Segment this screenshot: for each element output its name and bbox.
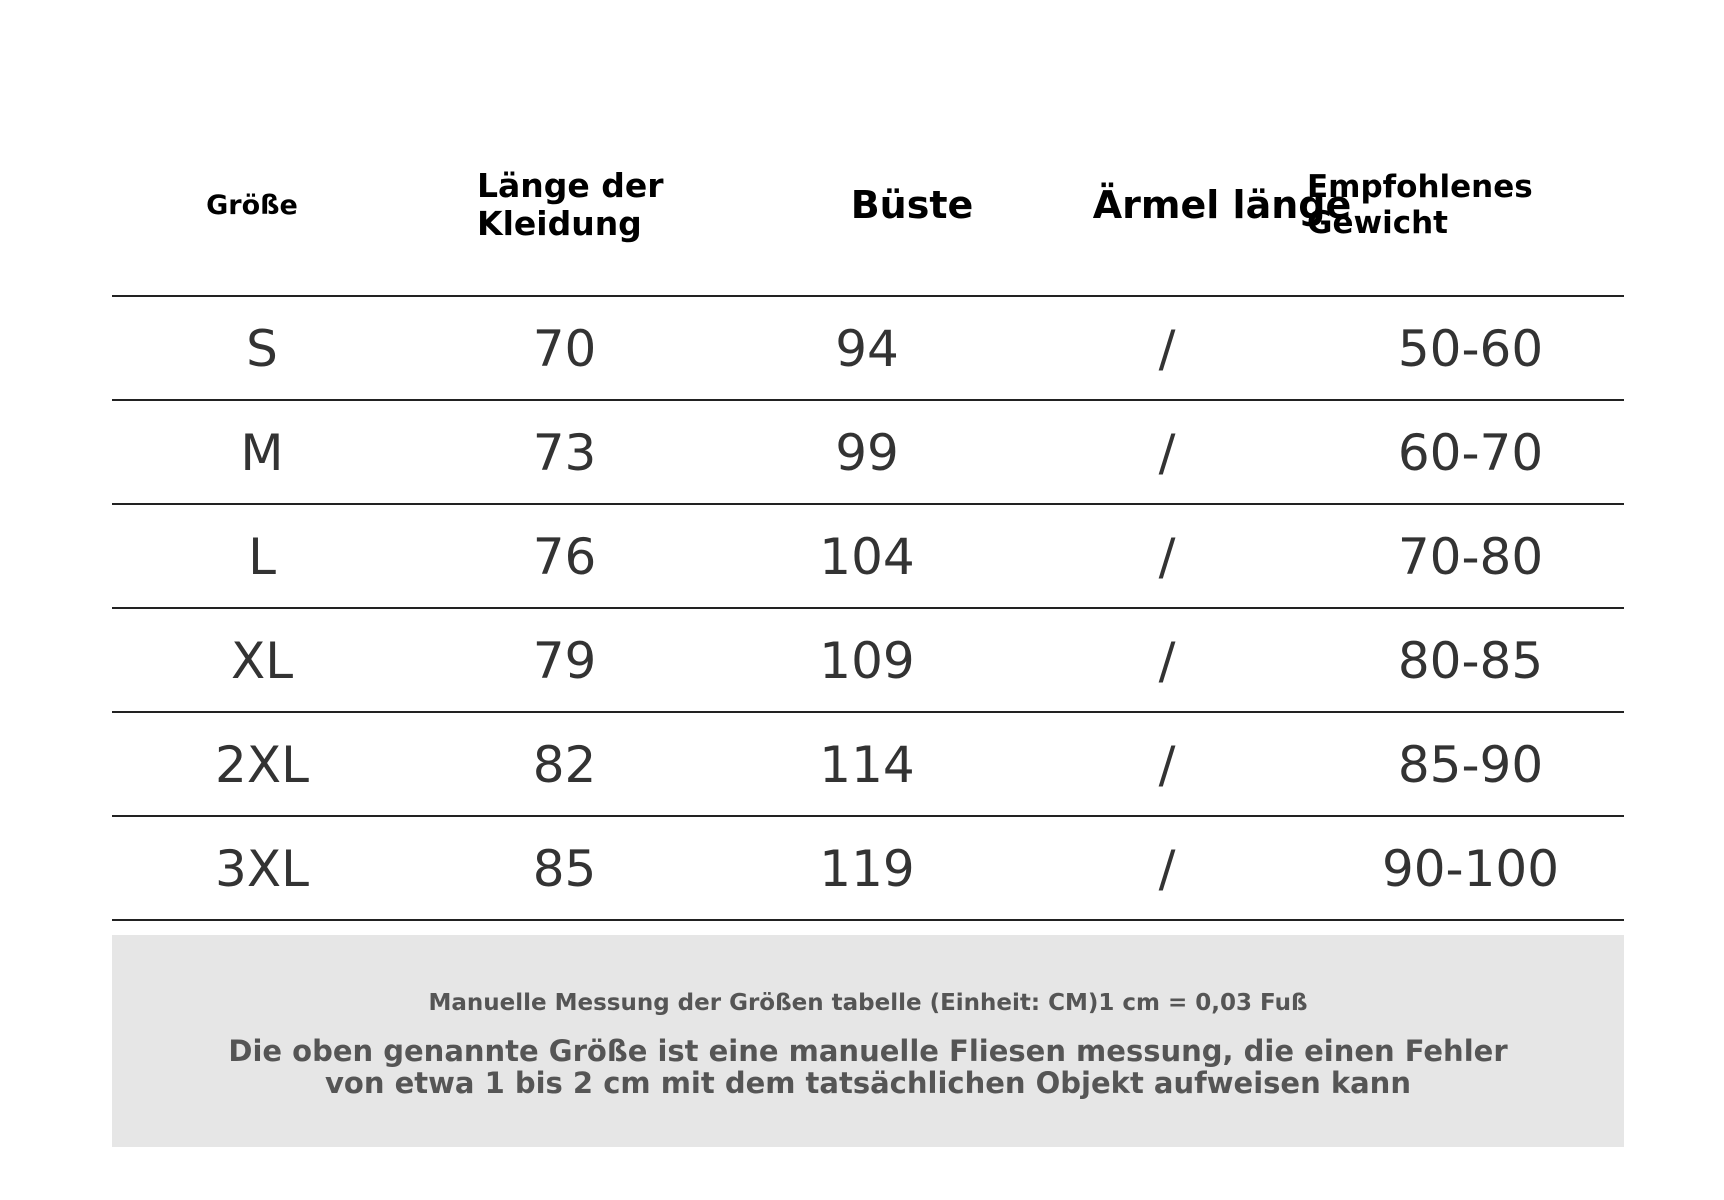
cell-weight: 80-85 (1397, 632, 1544, 690)
table-row (112, 503, 1624, 607)
header-bust: Büste (850, 183, 974, 227)
cell-sleeve: / (1158, 840, 1176, 898)
cell-bust: 104 (819, 528, 915, 586)
cell-size: L (248, 528, 276, 586)
cell-weight: 60-70 (1397, 424, 1544, 482)
cell-bust: 109 (819, 632, 915, 690)
cell-weight: 90-100 (1381, 840, 1560, 898)
cell-bust: 114 (819, 736, 915, 794)
cell-sleeve: / (1158, 528, 1176, 586)
header-sleeve: Ärmel länge (1092, 183, 1352, 227)
measurement-disclaimer: Die oben genannte Größe ist eine manuelle Fliesen messung, die einen Fehler von etwa 1 bis 2 cm mit dem tatsächlichen Objekt aufweisen kann (228, 1034, 1508, 1100)
table-header (112, 140, 1624, 270)
cell-size: XL (230, 632, 294, 690)
cell-sleeve: / (1158, 424, 1176, 482)
header-weight: Empfohlenes Gewicht (1307, 169, 1533, 241)
cell-size: 2XL (215, 736, 309, 794)
table-row (112, 711, 1624, 815)
cell-size: S (246, 320, 278, 378)
measurement-note-box (112, 935, 1624, 1147)
cell-size: M (240, 424, 284, 482)
header-size: Größe (206, 189, 298, 221)
table-row (112, 295, 1624, 399)
cell-size: 3XL (215, 840, 309, 898)
cell-weight: 85-90 (1397, 736, 1544, 794)
table-row (112, 815, 1624, 921)
cell-weight: 70-80 (1397, 528, 1544, 586)
cell-sleeve: / (1158, 632, 1176, 690)
cell-length: 73 (532, 424, 597, 482)
cell-length: 85 (532, 840, 597, 898)
cell-bust: 119 (819, 840, 915, 898)
table-row (112, 399, 1624, 503)
cell-bust: 94 (835, 320, 899, 378)
cell-length: 82 (532, 736, 597, 794)
size-table (112, 295, 1624, 921)
table-row (112, 607, 1624, 711)
header-length: Länge der Kleidung (477, 166, 664, 243)
cell-length: 70 (532, 320, 597, 378)
measurement-unit-note: Manuelle Messung der Größen tabelle (Einheit: CM)1 cm = 0,03 Fuß (428, 990, 1308, 1016)
cell-length: 79 (532, 632, 597, 690)
cell-length: 76 (532, 528, 597, 586)
cell-sleeve: / (1158, 320, 1176, 378)
cell-bust: 99 (835, 424, 899, 482)
cell-weight: 50-60 (1397, 320, 1544, 378)
cell-sleeve: / (1158, 736, 1176, 794)
